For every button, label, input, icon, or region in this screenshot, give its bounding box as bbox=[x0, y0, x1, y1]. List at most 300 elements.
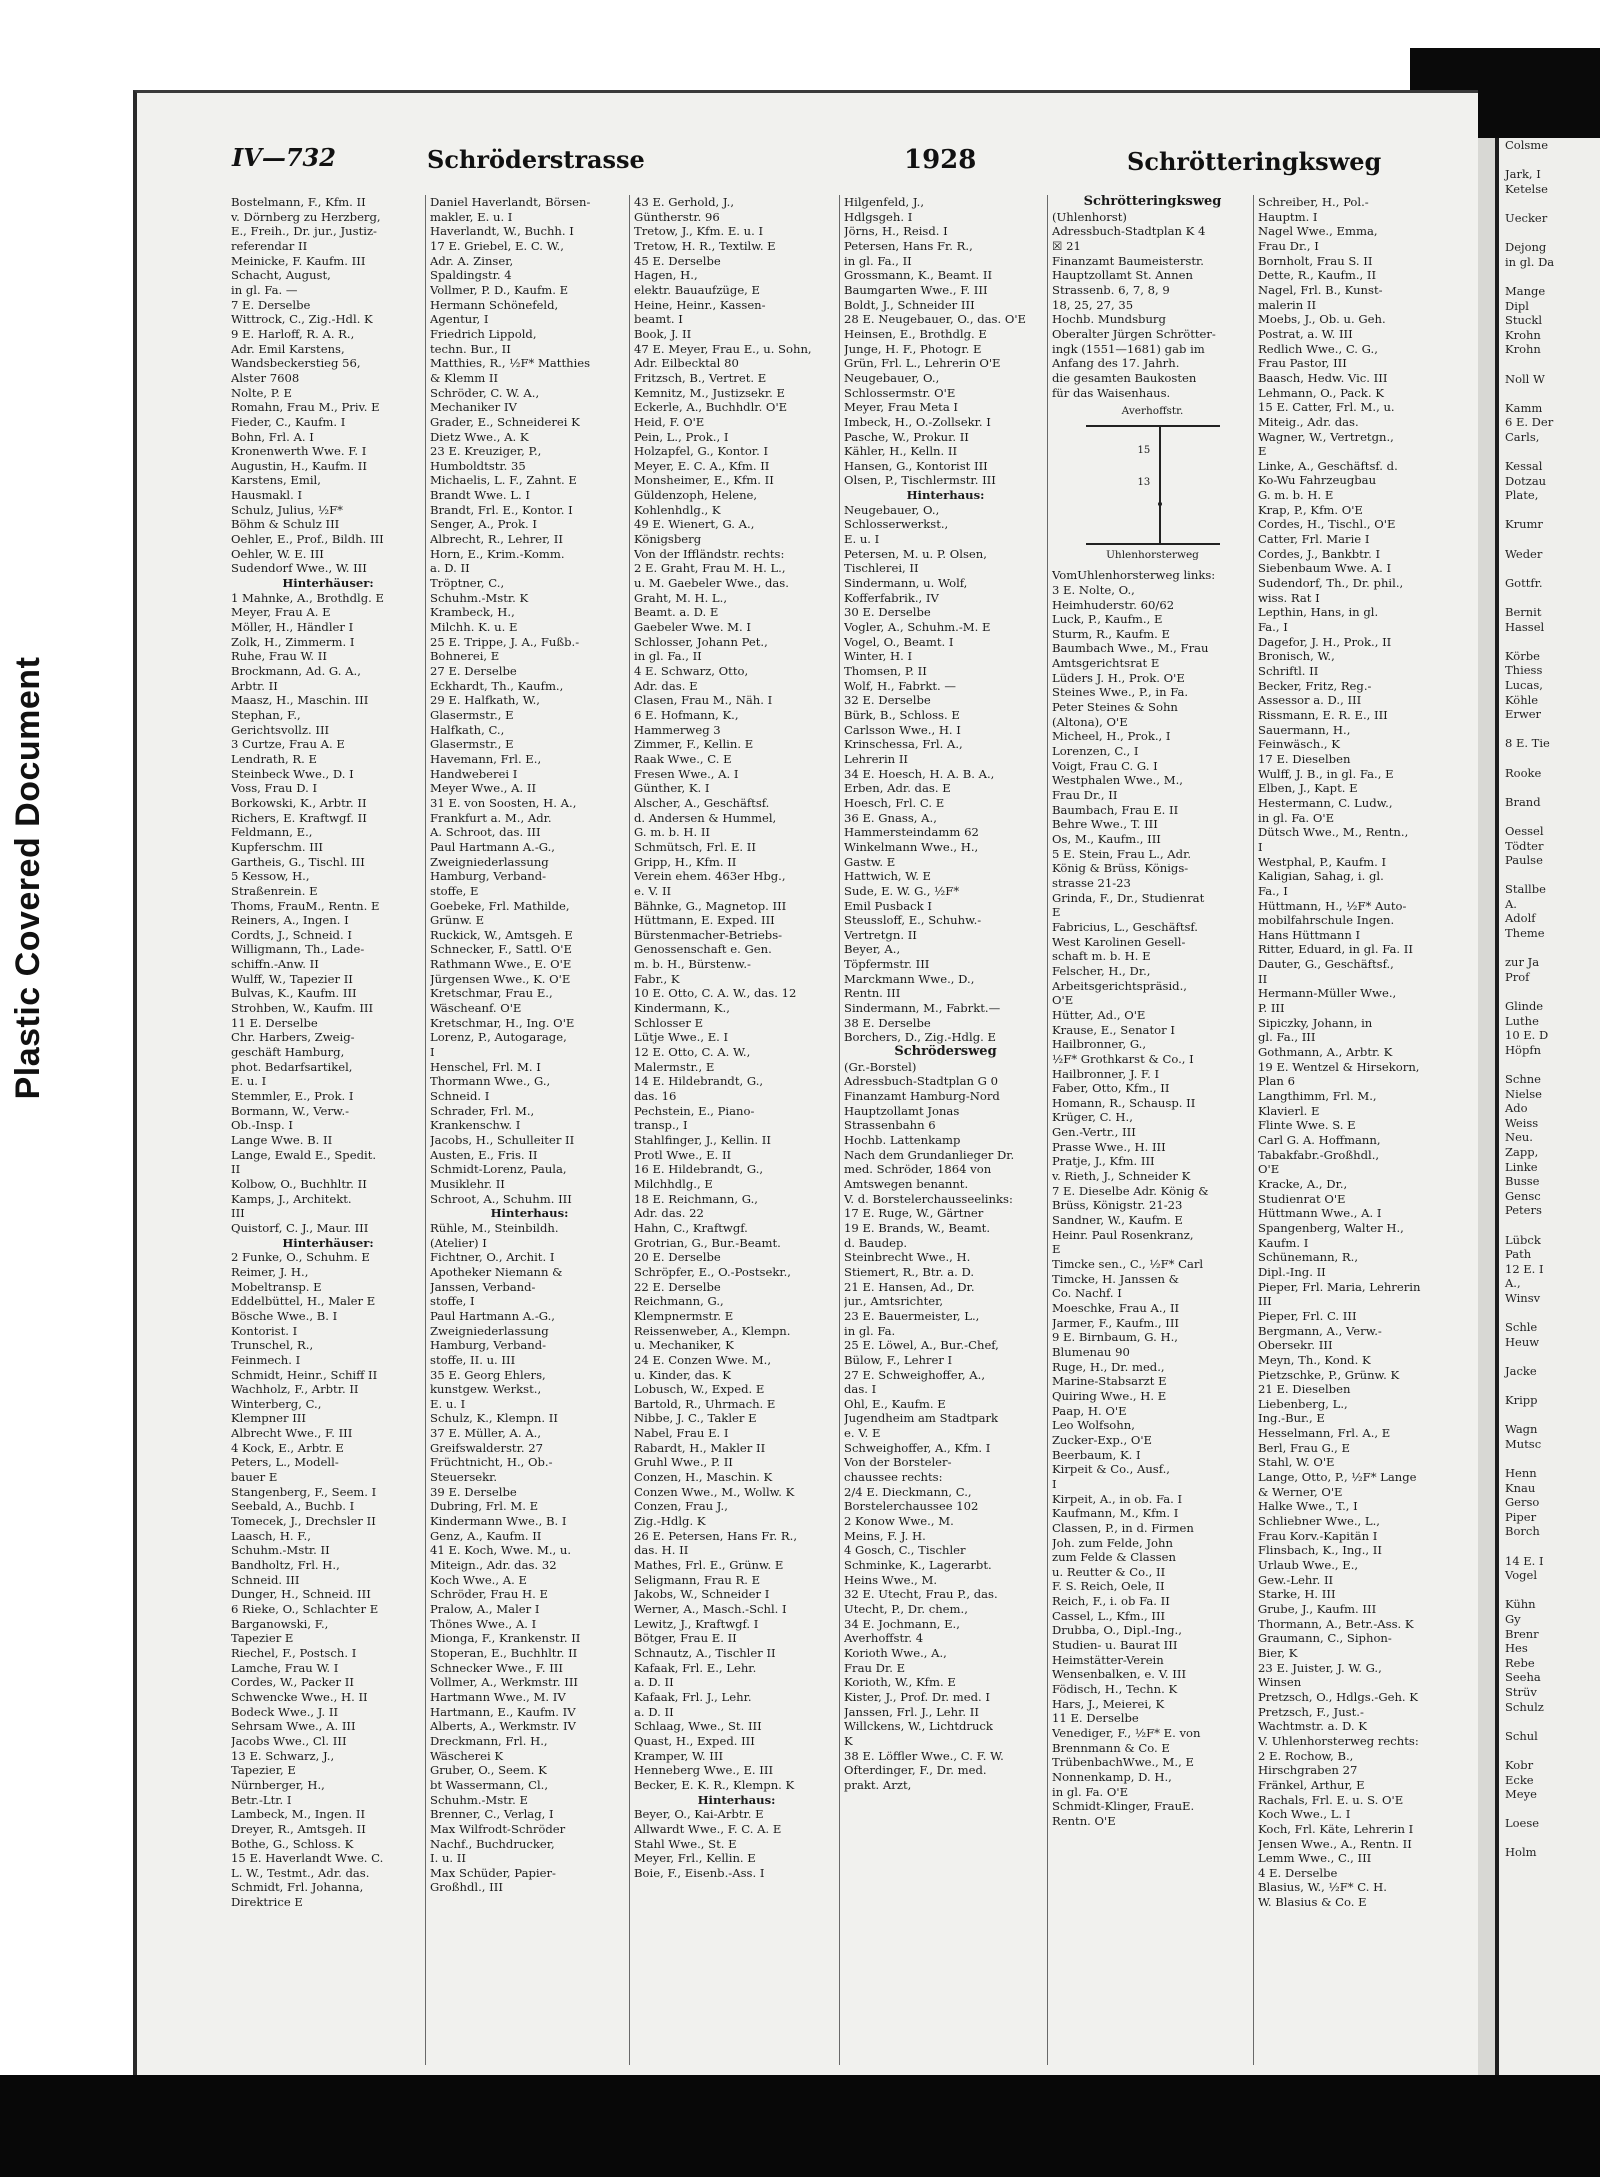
directory-entry: in gl. Fa. O'E bbox=[1258, 810, 1335, 825]
next-page-fragment: Köhle bbox=[1505, 692, 1539, 707]
directory-entry: Dipl.-Ing. II bbox=[1258, 1264, 1326, 1279]
directory-entry: mobilfahrschule Ingen. bbox=[1258, 913, 1395, 928]
directory-entry: Baumgarten Wwe., F. III bbox=[844, 282, 988, 297]
next-page-fragment bbox=[1499, 269, 1600, 284]
directory-columns bbox=[227, 195, 1457, 2065]
directory-entry: 4 E. Schwarz, Otto, bbox=[634, 664, 749, 678]
directory-entry: 2 E. Graht, Frau M. H. L., bbox=[634, 561, 786, 576]
directory-entry: Co. Nachf. I bbox=[1052, 1286, 1122, 1301]
directory-entry: Ruge, H., Dr. med., bbox=[1052, 1359, 1165, 1374]
next-page-fragment: Jacke bbox=[1505, 1363, 1537, 1378]
directory-entry: Strassenbahn 6 bbox=[844, 1118, 936, 1133]
directory-entry: Krüger, C. H., bbox=[1052, 1110, 1133, 1125]
page-header bbox=[232, 143, 1382, 183]
directory-entry: ☒ 21 bbox=[1052, 238, 1081, 253]
directory-entry: Fa., I bbox=[1258, 883, 1288, 898]
next-page-fragment: Colsme bbox=[1505, 138, 1549, 152]
map-number-2: 13 bbox=[1137, 477, 1151, 489]
next-page-fragment: Bernit bbox=[1505, 605, 1542, 619]
directory-entry: Conzen Wwe., M., Wollw. K bbox=[634, 1484, 795, 1499]
directory-entry: Mechaniker IV bbox=[430, 400, 517, 415]
directory-entry: Korioth, W., Kfm. E bbox=[844, 1675, 956, 1690]
directory-entry: Brockmann, Ad. G. A., bbox=[231, 664, 361, 678]
directory-entry: Kohlenhdlg., K bbox=[634, 502, 721, 517]
directory-entry: Anfang des 17. Jahrh. bbox=[1052, 356, 1180, 371]
directory-entry: Max Schüder, Papier- bbox=[430, 1865, 556, 1880]
directory-entry: Hans Hüttmann I bbox=[1258, 927, 1361, 942]
directory-entry: E bbox=[1052, 1242, 1061, 1257]
directory-entry: 26 E. Petersen, Hans Fr. R., bbox=[634, 1528, 798, 1543]
directory-entry: 18, 25, 27, 35 bbox=[1052, 297, 1134, 312]
directory-entry: Beerbaum, K. I bbox=[1052, 1447, 1141, 1462]
directory-entry: 37 E. Müller, A. A., bbox=[430, 1426, 542, 1441]
directory-entry: Kofferfabrik., IV bbox=[844, 590, 939, 605]
directory-entry: Gerichtsvollz. III bbox=[231, 722, 330, 737]
directory-entry: Zolk, H., Zimmerm. I bbox=[231, 634, 355, 649]
directory-entry: u. Mechaniker, K bbox=[634, 1338, 734, 1353]
directory-entry: Lehrerin II bbox=[844, 751, 908, 766]
directory-entry: Bülow, F., Lehrer I bbox=[844, 1352, 953, 1367]
directory-entry: Reichmann, G., bbox=[634, 1294, 724, 1309]
next-page-fragment: Zapp, bbox=[1505, 1144, 1539, 1159]
directory-entry: 7 E. Dieselbe Adr. König & bbox=[1052, 1183, 1209, 1198]
directory-entry: Pieper, Frl. C. III bbox=[1258, 1308, 1357, 1323]
directory-entry: Venediger, F., ½F* E. von bbox=[1052, 1726, 1201, 1741]
directory-entry: Milchh. K. u. E bbox=[430, 620, 518, 635]
directory-entry: chaussee rechts: bbox=[844, 1470, 943, 1485]
next-page-fragment: Stallbe bbox=[1505, 882, 1546, 897]
directory-entry: Lemm Wwe., C., III bbox=[1258, 1851, 1372, 1866]
directory-entry: Hochb. Lattenkamp bbox=[844, 1133, 961, 1147]
directory-entry: Steinbeck Wwe., D. I bbox=[231, 766, 354, 781]
next-page-fragment: Schul bbox=[1505, 1728, 1538, 1743]
directory-entry: 34 E. Hoesch, H. A. B. A., bbox=[844, 766, 995, 781]
directory-entry: Eddelbüttel, H., Maler E bbox=[231, 1294, 376, 1309]
directory-entry: Moebs, J., Ob. u. Geh. bbox=[1258, 312, 1386, 327]
directory-entry: v. Rieth, J., Schneider K bbox=[1052, 1169, 1191, 1184]
next-page-fragment: Luthe bbox=[1505, 1013, 1539, 1028]
directory-entry: Adr. Eilbecktal 80 bbox=[634, 356, 739, 371]
directory-entry: Sindermann, u. Wolf, bbox=[844, 576, 968, 591]
directory-entry: Milchhdlg., E bbox=[634, 1176, 713, 1191]
next-page-fragment: Kamm bbox=[1505, 400, 1543, 415]
directory-entry: beamt. I bbox=[634, 312, 683, 327]
next-page-fragment: Gerso bbox=[1505, 1495, 1540, 1510]
directory-entry: phot. Bedarfsartikel, bbox=[231, 1059, 353, 1074]
directory-entry: a. D. II bbox=[634, 1675, 674, 1690]
next-page-fragment: Schle bbox=[1505, 1320, 1538, 1335]
directory-entry: Sturm, R., Kaufm. E bbox=[1052, 626, 1170, 641]
directory-entry: Marckmann Wwe., D., bbox=[844, 971, 975, 986]
directory-entry: Baumbach, Frau E. II bbox=[1052, 802, 1179, 817]
directory-entry: Redlich Wwe., C. G., bbox=[1258, 341, 1378, 356]
directory-entry: Rissmann, E. R. E., III bbox=[1258, 707, 1388, 722]
directory-entry: 38 E. Derselbe bbox=[844, 1015, 931, 1030]
directory-entry: Großhdl., III bbox=[430, 1880, 503, 1895]
directory-entry: Thönes Wwe., A. I bbox=[430, 1616, 537, 1631]
directory-entry: Pretzsch, F., Just.- bbox=[1258, 1704, 1364, 1719]
directory-entry: Bösche Wwe., B. I bbox=[231, 1308, 338, 1323]
directory-entry: Wäscherei K bbox=[430, 1748, 504, 1763]
directory-entry: Tischlerei, II bbox=[844, 561, 919, 576]
directory-entry: Frau Korv.-Kapitän I bbox=[1258, 1528, 1378, 1543]
directory-entry: 25 E. Trippe, J. A., Fußb.- bbox=[430, 634, 580, 649]
next-page-fragment: A., bbox=[1505, 1276, 1521, 1291]
directory-entry: Sindermann, M., Fabrkt.— bbox=[844, 1001, 1001, 1016]
directory-entry: Böhm & Schulz III bbox=[231, 517, 340, 532]
directory-entry: Schneid. I bbox=[430, 1089, 490, 1104]
directory-entry: Hartmann, E., Kaufm. IV bbox=[430, 1704, 576, 1719]
directory-entry: Schrader, Frl. M., bbox=[430, 1103, 535, 1118]
directory-entry: Stahl, W. O'E bbox=[1258, 1455, 1335, 1470]
next-page-fragment bbox=[1499, 226, 1600, 241]
directory-entry: Holzapfel, G., Kontor. I bbox=[634, 444, 769, 459]
directory-entry: Marine-Stabsarzt E bbox=[1052, 1374, 1167, 1389]
directory-entry: 43 E. Gerhold, J., bbox=[634, 195, 735, 209]
next-page-fragment: Adolf bbox=[1505, 911, 1536, 926]
directory-entry: Peter Steines & Sohn bbox=[1052, 700, 1178, 715]
directory-entry: Nachf., Buchdrucker, bbox=[430, 1836, 555, 1851]
directory-entry: 16 E. Hildebrandt, G., bbox=[634, 1162, 764, 1177]
directory-entry: 2 Konow Wwe., M. bbox=[844, 1514, 954, 1529]
directory-entry: 21 E. Hansen, Ad., Dr. bbox=[844, 1279, 975, 1294]
directory-entry: Blumenau 90 bbox=[1052, 1344, 1130, 1359]
directory-entry: Hinterhäuser: bbox=[282, 1235, 374, 1250]
directory-entry: Cassel, L., Kfm., III bbox=[1052, 1608, 1166, 1623]
directory-entry: Jürgensen Wwe., K. O'E bbox=[430, 971, 571, 986]
directory-entry: Lendrath, R. E bbox=[231, 751, 317, 766]
directory-entry: 32 E. Derselbe bbox=[844, 693, 931, 708]
next-page-fragment: Peters bbox=[1505, 1203, 1542, 1218]
directory-entry: Hestermann, C. Ludw., bbox=[1258, 795, 1393, 810]
next-page-fragment: Lübck bbox=[1505, 1232, 1541, 1247]
directory-entry: Lüders J. H., Prok. O'E bbox=[1052, 670, 1185, 685]
directory-entry: Musiklehr. II bbox=[430, 1176, 505, 1191]
directory-entry: Kirpeit & Co., Ausf., bbox=[1052, 1462, 1170, 1477]
directory-entry: 2/4 E. Dieckmann, C., bbox=[844, 1484, 972, 1499]
street-name-left: Schröderstrasse bbox=[427, 145, 645, 174]
directory-entry: 6 E. Hofmann, K., bbox=[634, 707, 739, 722]
directory-entry: Dütsch Wwe., M., Rentn., bbox=[1258, 825, 1409, 840]
directory-entry: Kister, J., Prof. Dr. med. I bbox=[844, 1689, 991, 1704]
directory-entry: Reich, F., i. ob Fa. II bbox=[1052, 1594, 1170, 1609]
directory-entry: Halke Wwe., T., I bbox=[1258, 1499, 1358, 1514]
directory-entry: Luck, P., Kaufm., E bbox=[1052, 612, 1163, 627]
directory-entry: 47 E. Meyer, Frau E., u. Sohn, bbox=[634, 341, 812, 356]
directory-entry: Schnecker, F., Sattl. O'E bbox=[430, 942, 572, 957]
next-page-fragment bbox=[1499, 386, 1600, 401]
directory-entry: Hochb. Mundsburg bbox=[1052, 312, 1166, 327]
directory-entry: Utecht, P., Dr. chem., bbox=[844, 1602, 968, 1616]
directory-entry: Dagefor, J. H., Prok., II bbox=[1258, 634, 1392, 649]
directory-entry: 3 E. Nolte, O., bbox=[1052, 582, 1135, 597]
directory-entry: Zig.-Hdlg. K bbox=[634, 1514, 706, 1529]
directory-entry: u. M. Gaebeler Wwe., das. bbox=[634, 576, 789, 591]
next-page-fragment: Weiss bbox=[1505, 1115, 1539, 1130]
directory-entry: Havemann, Frl. E., bbox=[430, 751, 542, 766]
directory-entry: Fabricius, L., Geschäftsf. bbox=[1052, 919, 1198, 934]
directory-entry: Winter, H. I bbox=[844, 649, 913, 664]
directory-entry: Grünw. E bbox=[430, 913, 485, 928]
directory-entry: Cordes, W., Packer II bbox=[231, 1675, 354, 1690]
next-page-fragment: Stuckl bbox=[1505, 313, 1542, 328]
next-page-fragment: Gy bbox=[1505, 1611, 1521, 1626]
directory-entry: 19 E. Brands, W., Beamt. bbox=[844, 1220, 991, 1235]
directory-entry: Beyer, O., Kai-Arbtr. E bbox=[634, 1807, 764, 1822]
directory-entry: Lange, Otto, P., ½F* Lange bbox=[1258, 1470, 1417, 1485]
directory-entry: Betr.-Ltr. I bbox=[231, 1792, 292, 1807]
directory-entry: Adressbuch-Stadtplan K 4 bbox=[1052, 224, 1206, 239]
directory-entry: & Klemm II bbox=[430, 370, 499, 385]
directory-entry: Grün, Frl. L., Lehrerin O'E bbox=[844, 356, 1001, 371]
directory-entry: Urlaub Wwe., E., bbox=[1258, 1558, 1359, 1573]
directory-entry: Sipiczky, Johann, in bbox=[1258, 1015, 1373, 1030]
directory-entry: Erben, Adr. das. E bbox=[844, 781, 951, 796]
directory-entry: gl. Fa., III bbox=[1258, 1030, 1316, 1045]
directory-entry: Gew.-Lehr. II bbox=[1258, 1572, 1334, 1587]
directory-entry: Winkelmann Wwe., H., bbox=[844, 839, 979, 854]
directory-entry: Steuersekr. bbox=[430, 1470, 498, 1485]
next-page-fragment: Plate, bbox=[1505, 488, 1539, 503]
directory-entry: 29 E. Halfkath, W., bbox=[430, 693, 540, 708]
next-page-fragment bbox=[1499, 532, 1600, 547]
directory-entry: Schroot, A., Schuhm. III bbox=[430, 1191, 572, 1206]
directory-entry: Dauter, G., Geschäftsf., bbox=[1258, 957, 1394, 972]
directory-entry: Kirpeit, A., in ob. Fa. I bbox=[1052, 1491, 1183, 1506]
map-street-top-label: Averhoffstr. bbox=[1121, 405, 1184, 418]
directory-entry: Mionga, F., Krankenstr. II bbox=[430, 1631, 581, 1646]
directory-entry: Studienrat O'E bbox=[1258, 1191, 1346, 1206]
directory-entry: Schuhm.-Mstr. K bbox=[430, 590, 529, 605]
directory-entry: Fabr., K bbox=[634, 971, 680, 986]
next-page-fragment: Krohn bbox=[1505, 342, 1541, 357]
directory-entry: Schröder, C. W. A., bbox=[430, 385, 540, 400]
directory-entry: bt Wassermann, Cl., bbox=[430, 1777, 549, 1792]
next-page-fragment: Knau bbox=[1505, 1480, 1536, 1495]
directory-entry: Liebenberg, L., bbox=[1258, 1396, 1348, 1411]
directory-entry: Wolf, H., Fabrkt. — bbox=[844, 678, 957, 693]
directory-entry: elektr. Bauaufzüge, E bbox=[634, 282, 761, 297]
next-page-fragment bbox=[1499, 1743, 1600, 1758]
directory-entry: Seebald, A., Buchb. I bbox=[231, 1499, 355, 1514]
directory-entry: Ko-Wu Fahrzeugbau bbox=[1258, 473, 1377, 488]
directory-entry: Adr. das. 22 bbox=[634, 1206, 704, 1221]
directory-entry: Brüss, Königstr. 21-23 bbox=[1052, 1198, 1183, 1213]
directory-entry: Borchers, D., Zig.-Hdlg. E bbox=[844, 1030, 996, 1045]
directory-entry: Schriftl. II bbox=[1258, 664, 1319, 678]
directory-entry: Hütter, Ad., O'E bbox=[1052, 1007, 1146, 1022]
directory-entry: Winsen bbox=[1258, 1675, 1302, 1690]
directory-entry: stoffe, E bbox=[430, 883, 479, 898]
directory-entry: Stoperan, E., Buchhltr. II bbox=[430, 1645, 578, 1660]
directory-entry: Mathes, Frl. E., Grünw. E bbox=[634, 1558, 784, 1573]
directory-entry: 27 E. Derselbe bbox=[430, 664, 517, 678]
bottom-black-band bbox=[0, 2075, 1600, 2177]
directory-entry: Schweighoffer, A., Kfm. I bbox=[844, 1440, 991, 1455]
next-page-fragment: Nielse bbox=[1505, 1086, 1542, 1101]
directory-entry: Eckerle, A., Buchhdlr. O'E bbox=[634, 400, 788, 415]
directory-entry: Frau Pastor, III bbox=[1258, 356, 1347, 371]
directory-entry: Hoesch, Frl. C. E bbox=[844, 795, 945, 810]
directory-entry: Klempner III bbox=[231, 1411, 306, 1426]
directory-entry: Seligmann, Frau R. E bbox=[634, 1572, 761, 1587]
directory-entry: Spaldingstr. 4 bbox=[430, 268, 512, 283]
directory-entry: Elben, J., Kapt. E bbox=[1258, 781, 1358, 796]
directory-entry: Vogler, A., Schuhm.-M. E bbox=[844, 620, 991, 635]
next-page-fragment: Dipl bbox=[1505, 298, 1529, 313]
directory-entry: Bormann, W., Verw.- bbox=[231, 1103, 350, 1118]
directory-entry: Dreckmann, Frl. H., bbox=[430, 1733, 548, 1748]
directory-entry: a. D. II bbox=[634, 1704, 674, 1719]
directory-entry: 7 E. Derselbe bbox=[231, 297, 311, 312]
directory-entry: Frau Dr., I bbox=[1258, 238, 1319, 253]
next-page-fragment: Oessel bbox=[1505, 823, 1544, 838]
directory-entry: Hinterhäuser: bbox=[282, 576, 374, 591]
directory-entry: Beamt. a. D. E bbox=[634, 605, 719, 620]
directory-entry: Bodeck Wwe., J. II bbox=[231, 1704, 339, 1719]
directory-entry: Bohn, Frl. A. I bbox=[231, 429, 314, 444]
directory-entry: Nolte, P. E bbox=[231, 385, 293, 400]
directory-entry: Möller, H., Händler I bbox=[231, 620, 354, 635]
directory-entry: Stahl Wwe., St. E bbox=[634, 1836, 737, 1851]
directory-entry: Von der Borsteler- bbox=[844, 1455, 952, 1470]
directory-entry: Obersekr. III bbox=[1258, 1338, 1333, 1353]
directory-entry: strasse 21-23 bbox=[1052, 875, 1131, 890]
next-page-fragment: Path bbox=[1505, 1247, 1532, 1262]
directory-entry: III bbox=[1258, 1294, 1272, 1309]
directory-entry: Kaufmann, M., Kfm. I bbox=[1052, 1506, 1179, 1521]
directory-entry: 23 E. Bauermeister, L., bbox=[844, 1308, 980, 1323]
next-page-fragment: zur Ja bbox=[1505, 955, 1540, 970]
directory-entry: jur., Amtsrichter, bbox=[844, 1294, 944, 1309]
directory-entry: Rühle, M., Steinbildh. bbox=[430, 1220, 559, 1235]
directory-entry: das. H. II bbox=[634, 1543, 689, 1558]
next-page-fragment: Gottfr. bbox=[1505, 575, 1543, 590]
directory-entry: Senger, A., Prok. I bbox=[430, 517, 537, 532]
next-page-fragment: Ketelse bbox=[1505, 181, 1548, 196]
directory-entry: 19 E. Wentzel & Hirsekorn, bbox=[1258, 1059, 1420, 1074]
next-page-fragment bbox=[1499, 1451, 1600, 1466]
directory-entry: Quistorf, C. J., Maur. III bbox=[231, 1220, 369, 1235]
directory-entry: Grotrian, G., Bur.-Beamt. bbox=[634, 1235, 781, 1250]
next-page-fragment: Rebe bbox=[1505, 1655, 1535, 1670]
directory-entry: Lepthin, Hans, in gl. bbox=[1258, 605, 1379, 620]
directory-entry: 5 E. Stein, Frau L., Adr. bbox=[1052, 846, 1192, 861]
directory-entry: 49 E. Wienert, G. A., bbox=[634, 517, 755, 532]
directory-entry: stoffe, II. u. III bbox=[430, 1352, 516, 1367]
next-page-fragment: Thiess bbox=[1505, 663, 1543, 678]
directory-entry: Berl, Frau G., E bbox=[1258, 1440, 1351, 1455]
directory-entry: Miteig., Adr. das. bbox=[1258, 414, 1359, 429]
directory-entry: Hilgenfeld, J., bbox=[844, 195, 925, 209]
directory-entry: E., Freih., Dr. jur., Justiz- bbox=[231, 224, 377, 239]
directory-entry: Schrötteringksweg bbox=[1083, 195, 1222, 209]
directory-entry: Fresen Wwe., A. I bbox=[634, 766, 739, 781]
directory-entry: Humboldtstr. 35 bbox=[430, 458, 526, 473]
directory-entry: Hauptm. I bbox=[1258, 209, 1318, 224]
directory-entry: Horn, E., Krim.-Komm. bbox=[430, 546, 565, 561]
next-page-fragment: Dotzau bbox=[1505, 473, 1547, 488]
directory-entry: transp., I bbox=[634, 1118, 688, 1133]
directory-entry: Bürk, B., Schloss. E bbox=[844, 707, 960, 722]
directory-entry: Gartheis, G., Tischl. III bbox=[231, 854, 365, 869]
directory-entry: Ruckick, W., Amtsgeh. E bbox=[430, 927, 573, 942]
directory-entry: Wulff, J. B., in gl. Fa., E bbox=[1258, 766, 1394, 781]
directory-entry: Genz, A., Kaufm. II bbox=[430, 1528, 542, 1543]
directory-entry: Werner, A., Masch.-Schl. I bbox=[634, 1602, 787, 1616]
next-page-fragment bbox=[1499, 503, 1600, 518]
directory-entry: m. b. H., Bürstenw.- bbox=[634, 957, 751, 972]
next-page-fragment: Linke bbox=[1505, 1159, 1538, 1174]
directory-entry: Hartmann Wwe., M. IV bbox=[430, 1689, 566, 1704]
directory-entry: Spangenberg, Walter H., bbox=[1258, 1220, 1404, 1235]
directory-entry: Friedrich Lippold, bbox=[430, 326, 537, 341]
directory-entry: Lobusch, W., Exped. E bbox=[634, 1382, 765, 1397]
directory-entry: Bohnerei, E bbox=[430, 649, 500, 664]
directory-entry: referendar II bbox=[231, 238, 308, 253]
directory-entry: Hüttmann Wwe., A. I bbox=[1258, 1206, 1382, 1221]
next-page-fragment: Höpfn bbox=[1505, 1042, 1541, 1057]
next-page-fragment: Heuw bbox=[1505, 1334, 1540, 1349]
directory-entry: Lehmann, O., Pack. K bbox=[1258, 385, 1384, 400]
directory-entry: Pretzsch, O., Hdlgs.-Geh. K bbox=[1258, 1689, 1418, 1704]
map-number-1: 15 bbox=[1137, 445, 1151, 457]
directory-entry: I bbox=[1258, 839, 1263, 854]
directory-entry: Kindermann Wwe., B. I bbox=[430, 1514, 567, 1529]
directory-entry: Thormann Wwe., G., bbox=[430, 1074, 551, 1089]
directory-entry: II bbox=[1258, 971, 1268, 986]
directory-entry: geschäft Hamburg, bbox=[231, 1045, 345, 1060]
directory-entry: Korioth Wwe., A., bbox=[844, 1645, 947, 1660]
directory-entry: (Atelier) I bbox=[430, 1235, 487, 1250]
directory-entry: Nonnenkamp, D. H., bbox=[1052, 1770, 1172, 1784]
directory-entry: v. Dörnberg zu Herzberg, bbox=[231, 209, 381, 224]
directory-entry: 22 E. Derselbe bbox=[634, 1279, 721, 1294]
directory-entry: Voss, Frau D. I bbox=[231, 781, 318, 796]
next-page-fragment: Körbe bbox=[1505, 648, 1540, 663]
directory-entry: Carlsson Wwe., H. I bbox=[844, 722, 961, 737]
directory-entry: Amtsgerichtsrat E bbox=[1052, 656, 1160, 671]
directory-entry: Wandsbeckerstieg 56, bbox=[231, 356, 361, 371]
directory-entry: Haverlandt, W., Buchh. I bbox=[430, 224, 574, 239]
directory-entry: Trunschel, R., bbox=[231, 1338, 314, 1353]
directory-entry: Tretow, J., Kfm. E. u. I bbox=[634, 224, 764, 239]
directory-entry: Conzen, H., Maschin. K bbox=[634, 1470, 773, 1485]
directory-entry: Austen, E., Fris. II bbox=[430, 1147, 538, 1162]
directory-entry: Strassenb. 6, 7, 8, 9 bbox=[1052, 282, 1170, 297]
directory-entry: Halfkath, C., bbox=[430, 722, 505, 737]
directory-entry: Zweigniederlassung bbox=[430, 1323, 549, 1338]
directory-entry: in gl. Fa. bbox=[844, 1323, 896, 1338]
directory-entry: Brenner, C., Verlag, I bbox=[430, 1807, 554, 1822]
scanned-page bbox=[133, 90, 1478, 2075]
directory-entry: in gl. Fa., II bbox=[844, 253, 912, 268]
directory-entry: Timcke sen., C., ½F* Carl bbox=[1052, 1257, 1204, 1272]
directory-entry: Henschel, Frl. M. I bbox=[430, 1059, 541, 1074]
directory-entry: Timcke, H. Janssen & bbox=[1052, 1271, 1179, 1286]
directory-entry: Schmidt-Lorenz, Paula, bbox=[430, 1162, 567, 1177]
directory-entry: Frau Dr., II bbox=[1052, 788, 1118, 803]
directory-entry: A. Schroot, das. III bbox=[430, 825, 541, 840]
directory-entry: Thoms, FrauM., Rentn. E bbox=[231, 898, 380, 913]
directory-entry: Westphal, P., Kaufm. I bbox=[1258, 854, 1387, 869]
directory-entry: Nabel, Frau E. I bbox=[634, 1426, 729, 1441]
next-page-fragment bbox=[1499, 444, 1600, 459]
directory-entry: Miteign., Adr. das. 32 bbox=[430, 1558, 557, 1573]
directory-entry: Willigmann, Th., Lade- bbox=[231, 942, 365, 957]
directory-entry: Hinterhaus: bbox=[490, 1206, 569, 1221]
directory-entry: Sauermann, H., bbox=[1258, 722, 1351, 737]
